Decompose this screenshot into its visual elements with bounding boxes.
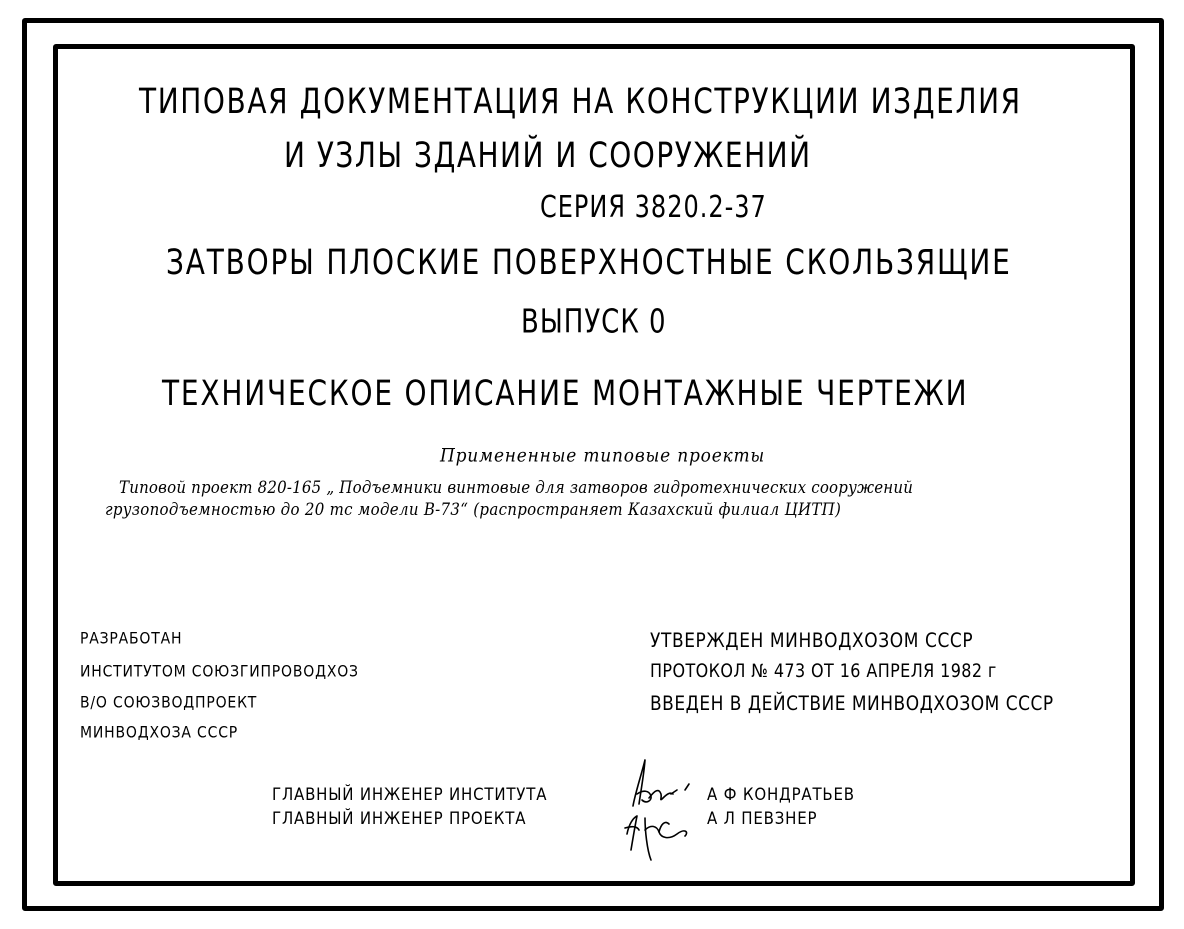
- applied-projects-heading: Примененные типовые проекты: [440, 444, 766, 467]
- approval-line-1: УТВЕРЖДЕН МИНВОДХОЗОМ СССР: [650, 629, 974, 653]
- developer-line-4: МИНВОДХОЗА СССР: [80, 723, 239, 743]
- developer-line-2: ИНСТИТУТОМ СОЮЗГИПРОВОДХОЗ: [80, 662, 359, 682]
- document-contents: ТЕХНИЧЕСКОЕ ОПИСАНИЕ МОНТАЖНЫЕ ЧЕРТЕЖИ: [162, 372, 969, 414]
- developer-line-3: В/О СОЮЗВОДПРОЕКТ: [80, 693, 258, 713]
- title-line-2: И УЗЛЫ ЗДАНИЙ И СООРУЖЕНИЙ: [284, 134, 812, 176]
- document-subject: ЗАТВОРЫ ПЛОСКИЕ ПОВЕРХНОСТНЫЕ СКОЛЬЗЯЩИЕ: [166, 241, 1012, 283]
- applied-project-line-2: грузоподъемностью до 20 тс модели В-73“ (распространяет Казахский филиал ЦИТП): [105, 499, 842, 520]
- approval-line-3: ВВЕДЕН В ДЕЙСТВИЕ МИНВОДХОЗОМ СССР: [650, 692, 1054, 716]
- chief-engineer-project-label: ГЛАВНЫЙ ИНЖЕНЕР ПРОЕКТА: [272, 807, 527, 829]
- approval-line-2: ПРОТОКОЛ № 473 ОТ 16 АПРЕЛЯ 1982 г: [650, 659, 997, 682]
- chief-engineer-institute-label: ГЛАВНЫЙ ИНЖЕНЕР ИНСТИТУТА: [272, 783, 548, 805]
- handwritten-signatures: [615, 754, 710, 864]
- chief-engineer-institute-name: А Ф КОНДРАТЬЕВ: [707, 783, 855, 805]
- series-number: СЕРИЯ 3820.2-37: [540, 189, 767, 225]
- applied-project-line-1: Типовой проект 820-165 „ Подъемники винтовые для затворов гидротехнических сооружений: [119, 477, 914, 498]
- issue-number: ВЫПУСК 0: [521, 303, 667, 341]
- title-line-1: ТИПОВАЯ ДОКУМЕНТАЦИЯ НА КОНСТРУКЦИИ ИЗДЕЛИЯ: [139, 80, 1022, 122]
- developer-line-1: РАЗРАБОТАН: [80, 629, 183, 649]
- chief-engineer-project-name: А Л ПЕВЗНЕР: [707, 807, 818, 829]
